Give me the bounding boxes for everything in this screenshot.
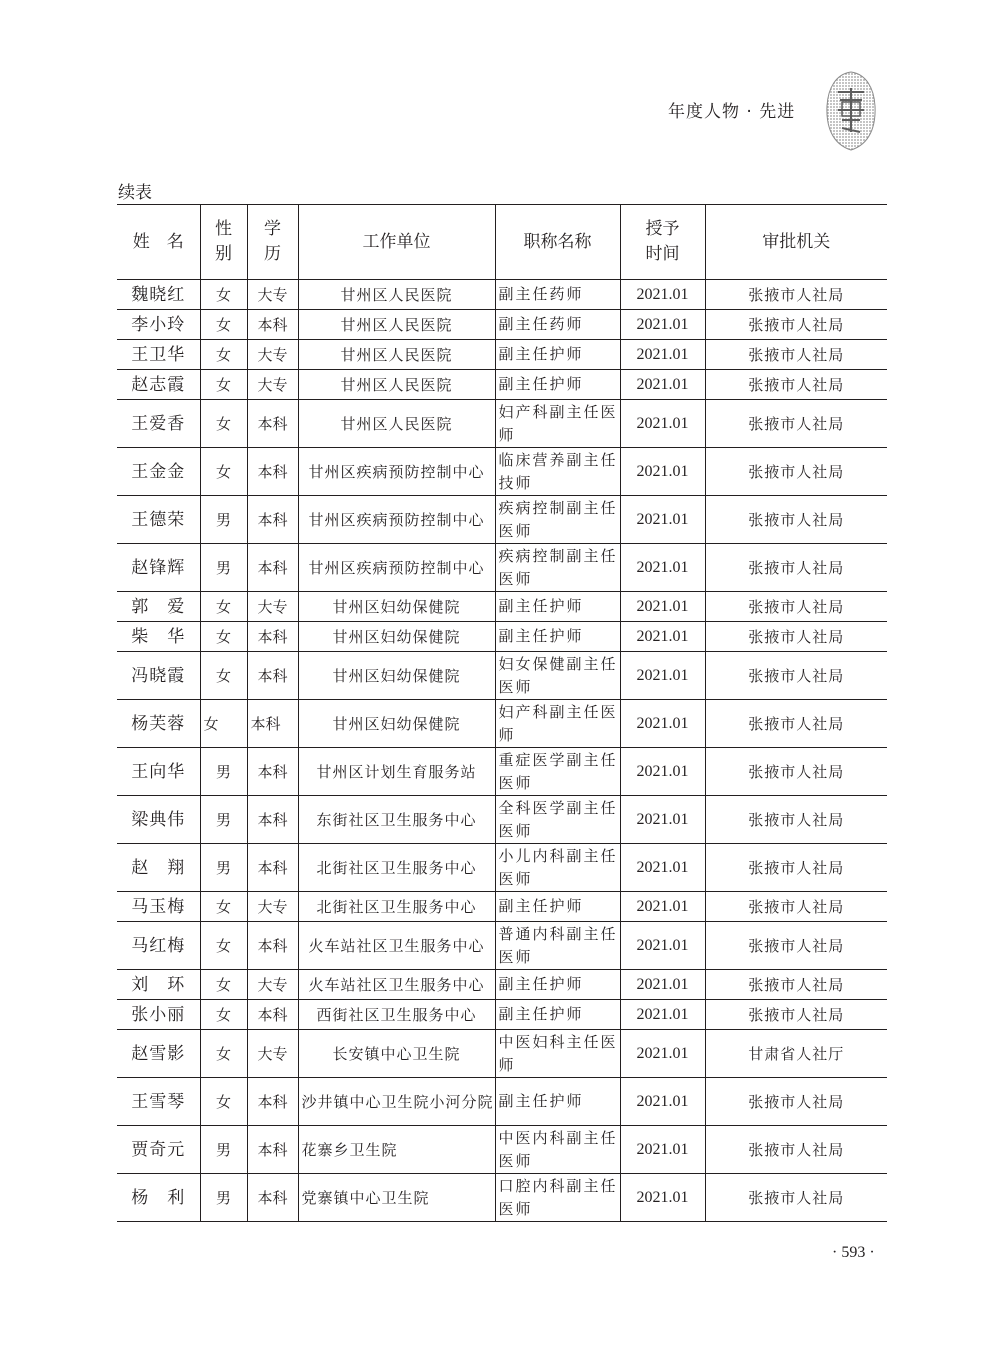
cell-award-time: 2021.01 (620, 1174, 705, 1222)
cell-name: 赵锋辉 (117, 544, 200, 592)
cell-work-unit: 甘州区妇幼保健院 (298, 700, 495, 748)
cell-name: 柴 华 (117, 622, 200, 652)
cell-education: 大专 (247, 340, 298, 370)
cell-approval-authority: 张掖市人社局 (705, 1078, 887, 1126)
cell-work-unit: 火车站社区卫生服务中心 (298, 970, 495, 1000)
column-header-gender: 性别 (200, 205, 247, 280)
cell-title-name: 妇产科副主任医师 (495, 700, 620, 748)
cell-work-unit: 甘州区计划生育服务站 (298, 748, 495, 796)
cell-gender: 女 (200, 1030, 247, 1078)
cell-work-unit: 甘州区人民医院 (298, 310, 495, 340)
cell-title-name: 副主任药师 (495, 310, 620, 340)
cell-gender: 女 (200, 970, 247, 1000)
cell-approval-authority: 张掖市人社局 (705, 400, 887, 448)
cell-education: 大专 (247, 892, 298, 922)
cell-approval-authority: 张掖市人社局 (705, 544, 887, 592)
cell-gender: 女 (200, 922, 247, 970)
cell-name: 刘 环 (117, 970, 200, 1000)
cell-award-time: 2021.01 (620, 310, 705, 340)
cell-award-time: 2021.01 (620, 496, 705, 544)
cell-title-name: 口腔内科副主任医师 (495, 1174, 620, 1222)
cell-award-time: 2021.01 (620, 700, 705, 748)
table-row (117, 748, 887, 796)
cell-education: 本科 (247, 1078, 298, 1126)
cell-gender: 女 (200, 652, 247, 700)
cell-gender: 男 (200, 1174, 247, 1222)
cell-education: 大专 (247, 370, 298, 400)
table-row (117, 622, 887, 652)
cell-title-name: 副主任护师 (495, 592, 620, 622)
table-row (117, 796, 887, 844)
cell-name: 王雪琴 (117, 1078, 200, 1126)
cell-gender: 女 (200, 892, 247, 922)
cell-gender: 女 (200, 400, 247, 448)
cell-work-unit: 长安镇中心卫生院 (298, 1030, 495, 1078)
cell-title-name: 重症医学副主任医师 (495, 748, 620, 796)
cell-award-time: 2021.01 (620, 1000, 705, 1030)
cell-work-unit: 西街社区卫生服务中心 (298, 1000, 495, 1030)
page-number: · 593 · (832, 1244, 875, 1261)
cell-approval-authority: 张掖市人社局 (705, 1126, 887, 1174)
cell-name: 杨 利 (117, 1174, 200, 1222)
cell-approval-authority: 张掖市人社局 (705, 700, 887, 748)
cell-gender: 女 (200, 1000, 247, 1030)
cell-work-unit: 甘州区疾病预防控制中心 (298, 544, 495, 592)
cell-approval-authority: 张掖市人社局 (705, 796, 887, 844)
cell-award-time: 2021.01 (620, 370, 705, 400)
cell-name: 张小丽 (117, 1000, 200, 1030)
cell-gender: 女 (200, 310, 247, 340)
cell-education: 本科 (247, 844, 298, 892)
cell-name: 马红梅 (117, 922, 200, 970)
column-header-approval-authority: 审批机关 (705, 205, 887, 280)
cell-approval-authority: 张掖市人社局 (705, 622, 887, 652)
cell-award-time: 2021.01 (620, 448, 705, 496)
cell-award-time: 2021.01 (620, 652, 705, 700)
table-header-row (117, 205, 887, 280)
table-row (117, 448, 887, 496)
cell-title-name: 副主任护师 (495, 622, 620, 652)
cell-award-time: 2021.01 (620, 748, 705, 796)
cell-award-time: 2021.01 (620, 1030, 705, 1078)
table-caption: 续表 (118, 183, 152, 203)
cell-award-time: 2021.01 (620, 922, 705, 970)
cell-approval-authority: 张掖市人社局 (705, 970, 887, 1000)
table-row (117, 922, 887, 970)
cell-title-name: 中医妇科主任医师 (495, 1030, 620, 1078)
cell-gender: 女 (200, 700, 247, 748)
cell-work-unit: 北街社区卫生服务中心 (298, 892, 495, 922)
table-row (117, 310, 887, 340)
table-row (117, 1078, 887, 1126)
seal-emblem (824, 70, 878, 152)
cell-education: 本科 (247, 748, 298, 796)
cell-work-unit: 沙井镇中心卫生院小河分院 (298, 1078, 495, 1126)
column-header-work-unit: 工作单位 (298, 205, 495, 280)
cell-education: 本科 (247, 622, 298, 652)
cell-title-name: 普通内科副主任医师 (495, 922, 620, 970)
cell-education: 本科 (247, 1000, 298, 1030)
cell-name: 王卫华 (117, 340, 200, 370)
cell-work-unit: 甘州区妇幼保健院 (298, 592, 495, 622)
cell-education: 本科 (247, 1174, 298, 1222)
cell-title-name: 副主任药师 (495, 280, 620, 310)
cell-approval-authority: 张掖市人社局 (705, 310, 887, 340)
cell-education: 本科 (247, 400, 298, 448)
cell-approval-authority: 张掖市人社局 (705, 448, 887, 496)
cell-title-name: 妇产科副主任医师 (495, 400, 620, 448)
cell-education: 本科 (247, 544, 298, 592)
cell-education: 大专 (247, 592, 298, 622)
cell-gender: 女 (200, 448, 247, 496)
cell-approval-authority: 张掖市人社局 (705, 592, 887, 622)
cell-gender: 男 (200, 544, 247, 592)
cell-approval-authority: 张掖市人社局 (705, 1000, 887, 1030)
cell-education: 本科 (247, 652, 298, 700)
table-row (117, 280, 887, 310)
cell-award-time: 2021.01 (620, 280, 705, 310)
cell-award-time: 2021.01 (620, 622, 705, 652)
cell-work-unit: 北街社区卫生服务中心 (298, 844, 495, 892)
cell-name: 李小玲 (117, 310, 200, 340)
cell-title-name: 临床营养副主任技师 (495, 448, 620, 496)
cell-title-name: 全科医学副主任医师 (495, 796, 620, 844)
cell-gender: 女 (200, 340, 247, 370)
cell-gender: 女 (200, 622, 247, 652)
cell-work-unit: 甘州区人民医院 (298, 370, 495, 400)
table-row (117, 844, 887, 892)
table-row (117, 970, 887, 1000)
cell-gender: 男 (200, 496, 247, 544)
cell-education: 本科 (247, 496, 298, 544)
table-row (117, 652, 887, 700)
cell-award-time: 2021.01 (620, 844, 705, 892)
personnel-table (117, 204, 887, 1222)
column-header-name: 姓 名 (117, 205, 200, 280)
cell-title-name: 中医内科副主任医师 (495, 1126, 620, 1174)
cell-award-time: 2021.01 (620, 1126, 705, 1174)
cell-title-name: 副主任护师 (495, 370, 620, 400)
cell-approval-authority: 张掖市人社局 (705, 892, 887, 922)
cell-approval-authority: 张掖市人社局 (705, 496, 887, 544)
cell-work-unit: 甘州区人民医院 (298, 340, 495, 370)
cell-approval-authority: 张掖市人社局 (705, 1174, 887, 1222)
cell-title-name: 副主任护师 (495, 340, 620, 370)
column-header-award-time: 授予时间 (620, 205, 705, 280)
cell-title-name: 妇女保健副主任医师 (495, 652, 620, 700)
cell-name: 王金金 (117, 448, 200, 496)
cell-gender: 男 (200, 844, 247, 892)
cell-award-time: 2021.01 (620, 1078, 705, 1126)
cell-work-unit: 花寨乡卫生院 (298, 1126, 495, 1174)
cell-title-name: 小儿内科副主任医师 (495, 844, 620, 892)
cell-work-unit: 甘州区妇幼保健院 (298, 622, 495, 652)
cell-award-time: 2021.01 (620, 340, 705, 370)
cell-title-name: 副主任护师 (495, 892, 620, 922)
cell-award-time: 2021.01 (620, 892, 705, 922)
cell-work-unit: 甘州区疾病预防控制中心 (298, 448, 495, 496)
cell-approval-authority: 张掖市人社局 (705, 748, 887, 796)
cell-approval-authority: 张掖市人社局 (705, 844, 887, 892)
section-title: 年度人物 · 先进 (668, 102, 796, 122)
table-row (117, 340, 887, 370)
cell-gender: 女 (200, 370, 247, 400)
cell-gender: 男 (200, 796, 247, 844)
cell-name: 贾奇元 (117, 1126, 200, 1174)
table-row (117, 700, 887, 748)
cell-name: 王德荣 (117, 496, 200, 544)
cell-award-time: 2021.01 (620, 592, 705, 622)
cell-name: 冯晓霞 (117, 652, 200, 700)
cell-approval-authority: 张掖市人社局 (705, 370, 887, 400)
cell-name: 魏晓红 (131, 284, 186, 305)
cell-award-time: 2021.01 (620, 970, 705, 1000)
cell-approval-authority: 张掖市人社局 (705, 922, 887, 970)
cell-education: 本科 (247, 448, 298, 496)
cell-title-name: 疾病控制副主任医师 (495, 544, 620, 592)
cell-title-name: 副主任护师 (495, 970, 620, 1000)
cell-education: 大专 (247, 970, 298, 1000)
cell-name: 杨芙蓉 (117, 700, 200, 748)
cell-award-time: 2021.01 (620, 544, 705, 592)
table-row (117, 370, 887, 400)
cell-education: 本科 (247, 700, 298, 748)
cell-gender: 女 (200, 280, 247, 310)
cell-work-unit: 甘州区人民医院 (298, 400, 495, 448)
cell-gender: 女 (200, 592, 247, 622)
cell-name: 梁典伟 (117, 796, 200, 844)
cell-gender: 女 (200, 1078, 247, 1126)
cell-name: 赵 翔 (117, 844, 200, 892)
table-row (117, 496, 887, 544)
cell-education: 大专 (247, 280, 298, 310)
cell-award-time: 2021.01 (620, 796, 705, 844)
cell-name: 郭 爱 (117, 592, 200, 622)
cell-work-unit: 火车站社区卫生服务中心 (298, 922, 495, 970)
cell-education: 本科 (247, 1126, 298, 1174)
table-row (117, 544, 887, 592)
cell-education: 本科 (247, 922, 298, 970)
cell-name: 赵雪影 (117, 1030, 200, 1078)
column-header-education: 学历 (247, 205, 298, 280)
table-row (117, 1030, 887, 1078)
cell-education: 本科 (247, 310, 298, 340)
cell-award-time: 2021.01 (620, 400, 705, 448)
table-row (117, 400, 887, 448)
table-row (117, 892, 887, 922)
cell-work-unit: 甘州区疾病预防控制中心 (298, 496, 495, 544)
cell-name: 马玉梅 (117, 892, 200, 922)
cell-work-unit: 甘州区人民医院 (298, 280, 495, 310)
cell-approval-authority: 张掖市人社局 (705, 280, 887, 310)
cell-name: 王向华 (117, 748, 200, 796)
cell-approval-authority: 张掖市人社局 (705, 652, 887, 700)
table-row (117, 592, 887, 622)
cell-name: 王爱香 (117, 400, 200, 448)
cell-education: 本科 (247, 796, 298, 844)
table-row (117, 1174, 887, 1222)
cell-approval-authority: 张掖市人社局 (705, 340, 887, 370)
cell-education: 大专 (247, 1030, 298, 1078)
cell-title-name: 副主任护师 (495, 1000, 620, 1030)
cell-name: 赵志霞 (117, 370, 200, 400)
cell-work-unit: 甘州区妇幼保健院 (298, 652, 495, 700)
cell-gender: 男 (200, 1126, 247, 1174)
cell-gender: 男 (200, 748, 247, 796)
cell-title-name: 疾病控制副主任医师 (495, 496, 620, 544)
cell-approval-authority: 甘肃省人社厅 (705, 1030, 887, 1078)
column-header-title-name: 职称名称 (495, 205, 620, 280)
table-row (117, 1126, 887, 1174)
cell-work-unit: 东街社区卫生服务中心 (298, 796, 495, 844)
cell-work-unit: 党寨镇中心卫生院 (298, 1174, 495, 1222)
cell-title-name: 副主任护师 (495, 1078, 620, 1126)
table-row (117, 1000, 887, 1030)
